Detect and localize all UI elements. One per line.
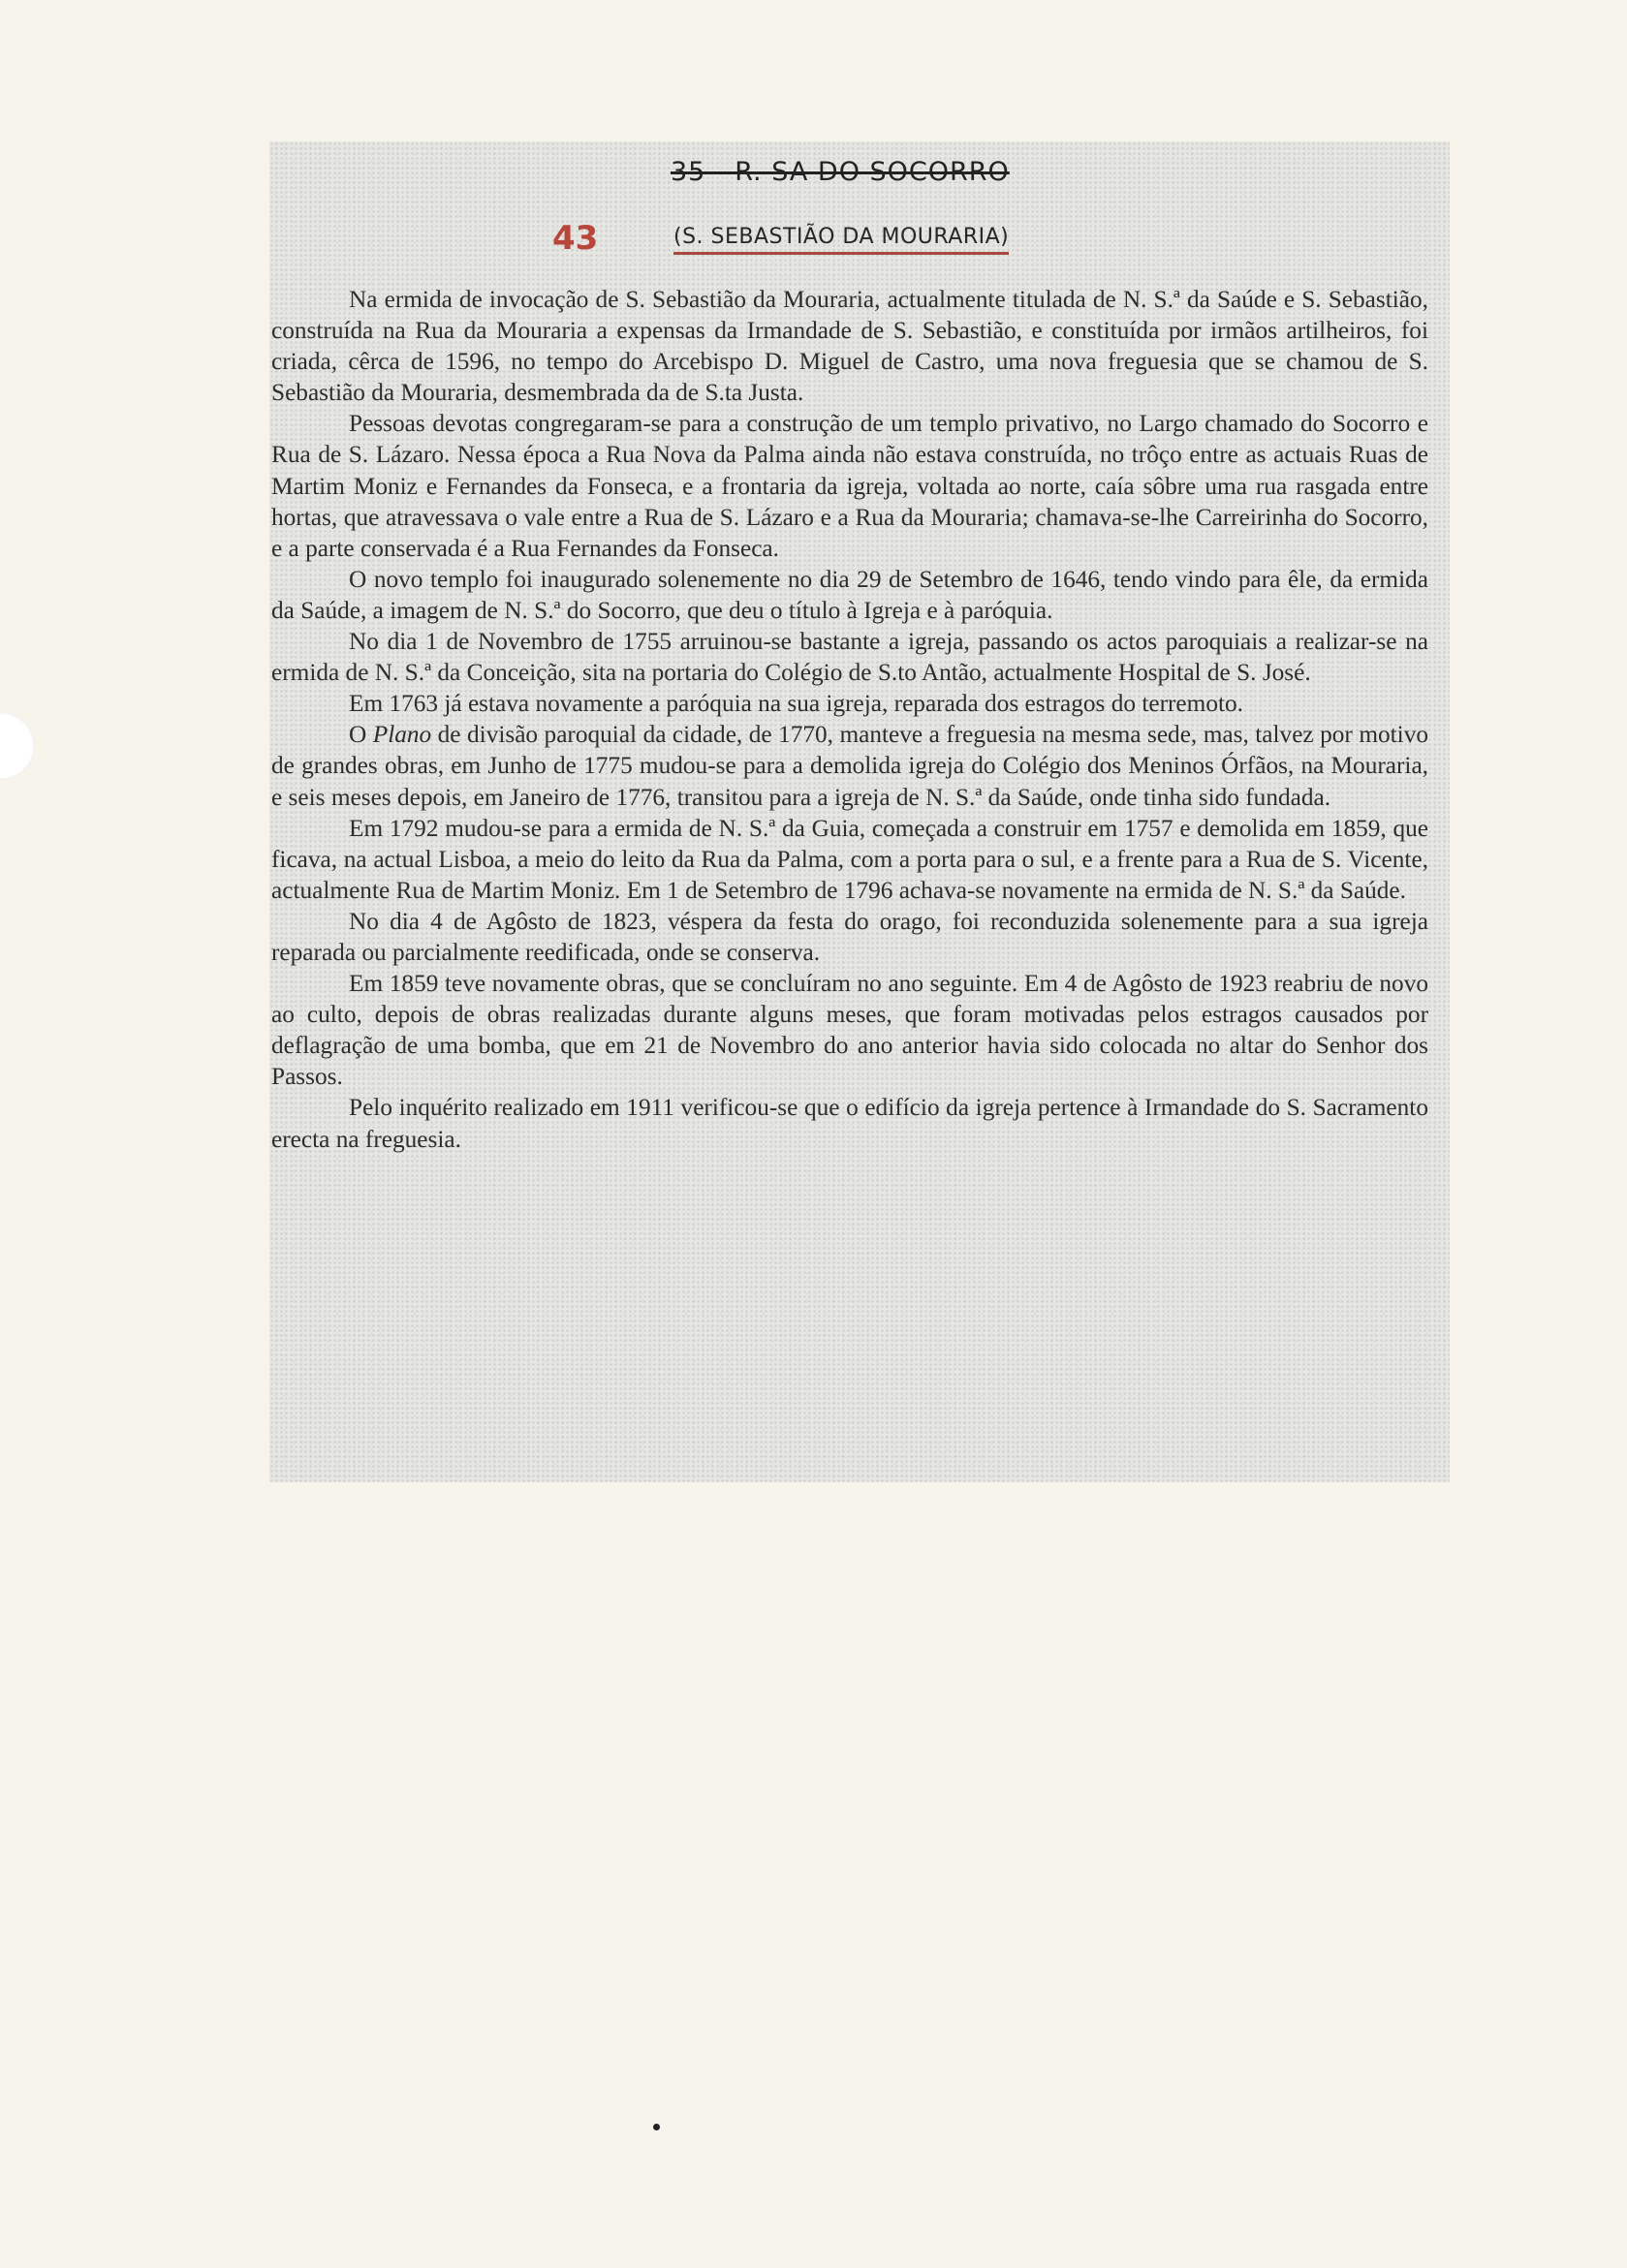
paragraph: Pessoas devotas congregaram-se para a construção de um templo privativo, no Largo chamado do Socorro e Rua de S. Lázaro. Nessa época a Rua Nova da Palma ainda não estava construída, no trôço entre as actuais Ruas de Martim Moniz e Fernandes da Fonseca, e a frontaria da igreja, voltada ao norte, caía sôbre uma rua rasgada entre hortas, que atravessava o vale entre a Rua de S. Lázaro e a Rua da Mouraria; chamava-se-lhe Carreirinha do Socorro, e a parte conservada é a Rua Fernandes da Fonseca. [271,410,1428,562]
paragraph: Em 1763 já estava novamente a paróquia na sua igreja, reparada dos estragos do terremoto. [349,690,1243,718]
article-body [271,284,1428,1155]
handwritten-page-number: 43 [552,219,599,258]
paragraph: Em 1859 teve novamente obras, que se concluíram no ano seguinte. Em 4 de Agôsto de 1923 reabriu de novo ao culto, depois de obras realizadas durante alguns meses, que foram motivadas pelos estragos causados por deflagração de uma bomba, que em 21 de Novembro do ano anterior havia sido colocada no altar do Senhor dos Passos. [271,970,1428,1091]
struck-out-title: 35 - R. SA DO SOCORRO [671,157,1010,187]
paragraph-prefix: O [349,721,373,749]
parish-title: (S. SEBASTIÃO DA MOURARIA) [673,225,1009,255]
paragraph: Em 1792 mudou-se para a ermida de N. S.ª da Guia, começada a construir em 1757 e demolida em 1859, que ficava, na actual Lisboa, a meio do leito da Rua da Palma, com a porta para o sul, e a frente para a Rua de S. Vicente, actualmente Rua de Martim Moniz. Em 1 de Setembro de 1796 achava-se novamente na ermida de N. S.ª da Saúde. [271,814,1428,904]
clipping-header [271,141,1428,277]
paragraph: No dia 4 de Agôsto de 1823, véspera da festa do orago, foi reconduzida solenemente para a sua igreja reparada ou parcialmente reedificada, onde se conserva. [271,907,1428,966]
paragraph [271,719,1428,812]
newspaper-clipping [269,141,1450,1482]
paragraph: Pelo inquérito realizado em 1911 verificou-se que o edifício da igreja pertence à Irmandade do S. Sacramento erecta na freguesia. [271,1094,1428,1153]
paragraph: O novo templo foi inaugurado solenemente no dia 29 de Setembro de 1646, tendo vindo para êle, da ermida da Saúde, a imagem de N. S.ª do Socorro, que deu o título à Igreja e à paróquia. [271,565,1428,624]
paragraph-rest: de divisão paroquial da cidade, de 1770, manteve a freguesia na mesma sede, mas, talvez por motivo de grandes obras, em Junho de 1775 mudou-se para a demolida igreja do Colégio dos Meninos Órfãos, na Mouraria, e seis meses depois, em Janeiro de 1776, transitou para a igreja de N. S.ª da Saúde, onde tinha sido fundada. [271,721,1429,811]
punch-hole [0,712,35,780]
emphasized-word: Plano [372,721,432,749]
paragraph: Na ermida de invocação de S. Sebastião da Mouraria, actualmente titulada de N. S.ª da Saúde e S. Sebastião, construída na Rua da Mouraria a expensas da Irmandade de S. Sebastião, e constituída por irmãos artilheiros, foi criada, cêrca de 1596, no tempo do Arcebispo D. Miguel de Castro, uma nova freguesia que se chamou de S. Sebastião da Mouraria, desmembrada da de S.ta Justa. [271,286,1428,407]
ink-speck [653,2124,660,2130]
paragraph: No dia 1 de Novembro de 1755 arruinou-se bastante a igreja, passando os actos paroquiais a realizar-se na ermida de N. S.ª da Conceição, sita na portaria do Colégio de S.to Antão, actualmente Hospital de S. José. [271,628,1428,687]
